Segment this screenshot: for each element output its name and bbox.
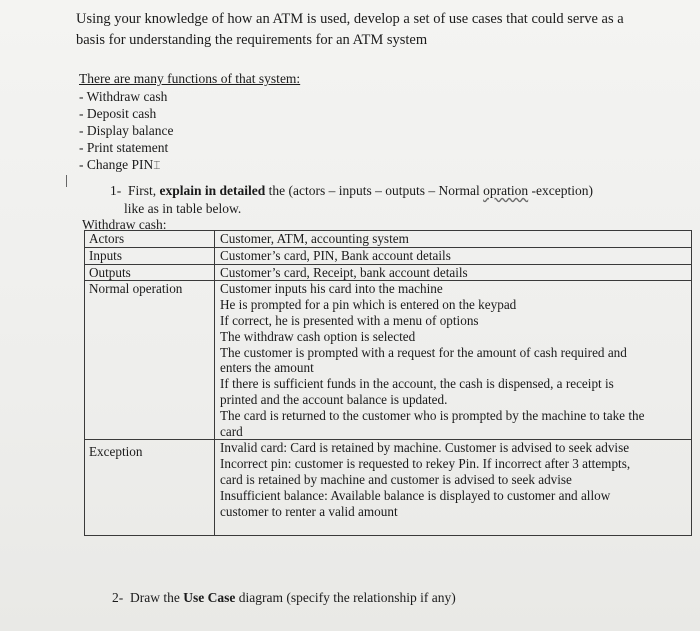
function-item xyxy=(79,156,160,174)
function-item-text: - Change PIN xyxy=(79,157,154,172)
function-item: - Deposit cash xyxy=(79,106,157,121)
cell-line: printed and the account balance is updated. xyxy=(220,391,448,407)
row-value-inputs xyxy=(215,247,692,264)
intro-line-2: basis for understanding the requirements for an ATM system xyxy=(76,32,428,48)
cell-line: Customer inputs his card into the machine xyxy=(220,281,443,297)
row-value-exception xyxy=(215,440,692,536)
cell-line: If correct, he is presented with a menu of options xyxy=(220,312,479,328)
table-title: Withdraw cash: xyxy=(82,217,167,232)
table-row xyxy=(85,440,692,536)
cell-line: card is retained by machine and customer is advised to seek advise xyxy=(220,471,572,487)
row-label-outputs: Outputs xyxy=(85,264,215,281)
question-1-typo: opration xyxy=(483,183,529,198)
row-value-actors xyxy=(215,231,692,248)
cell-line: card xyxy=(220,423,243,439)
cell-line: The card is returned to the customer who is prompted by the machine to take the xyxy=(220,407,645,423)
table-row xyxy=(85,264,692,281)
question-1-post: -exception) xyxy=(531,183,593,198)
table-row xyxy=(85,247,692,264)
text-cursor-icon: ⌶ xyxy=(153,158,161,172)
question-1-line-1 xyxy=(110,182,593,199)
function-item: - Print statement xyxy=(79,140,169,155)
question-2-pre: Draw the xyxy=(130,590,180,605)
caret-mark xyxy=(66,175,67,187)
cell-line: He is prompted for a pin which is entered on the keypad xyxy=(220,297,517,313)
use-case-table xyxy=(84,230,692,536)
row-label-actors: Actors xyxy=(85,231,215,248)
table-row xyxy=(85,281,692,440)
cell-line: Customer’s card, Receipt, bank account details xyxy=(220,264,468,280)
cell-line: The withdraw cash option is selected xyxy=(220,328,416,344)
table-row xyxy=(85,231,692,248)
question-2-number: 2- xyxy=(112,590,124,605)
row-value-normal-operation xyxy=(215,281,692,440)
question-1-bold: explain in detailed xyxy=(159,183,266,198)
question-1-pre: First, xyxy=(128,183,157,198)
row-label-normal-operation: Normal operation xyxy=(85,281,215,440)
intro-line-1: Using your knowledge of how an ATM is used, develop a set of use cases that could serve as a xyxy=(76,11,624,27)
row-label-exception: Exception xyxy=(85,440,215,536)
functions-heading: There are many functions of that system: xyxy=(79,71,301,86)
row-label-inputs: Inputs xyxy=(85,247,215,264)
question-2-post: diagram (specify the relationship if any) xyxy=(238,590,456,605)
cell-line: The customer is prompted with a request for the amount of cash required and xyxy=(220,344,627,360)
cell-line: Customer, ATM, accounting system xyxy=(220,231,409,246)
cell-line: Insufficient balance: Available balance is displayed to customer and allow xyxy=(220,487,611,503)
question-2 xyxy=(112,589,456,606)
cell-line: customer to renter a valid amount xyxy=(220,503,398,519)
cell-line: Invalid card: Card is retained by machine. Customer is advised to seek advise xyxy=(220,440,630,456)
function-item: - Withdraw cash xyxy=(79,89,168,104)
cell-line: If there is sufficient funds in the account, the cash is dispensed, a receipt is xyxy=(220,376,614,392)
row-value-outputs xyxy=(215,264,692,281)
function-item: - Display balance xyxy=(79,123,174,138)
question-1-number: 1- xyxy=(110,183,122,198)
cell-line: Incorrect pin: customer is requested to rekey Pin. If incorrect after 3 attempts, xyxy=(220,456,631,472)
cell-line: Customer’s card, PIN, Bank account details xyxy=(220,247,451,263)
question-2-bold: Use Case xyxy=(183,590,236,605)
question-1-mid: the (actors – inputs – outputs – Normal xyxy=(268,183,480,198)
cell-line: enters the amount xyxy=(220,360,314,376)
question-1-line-2: like as in table below. xyxy=(124,201,242,216)
